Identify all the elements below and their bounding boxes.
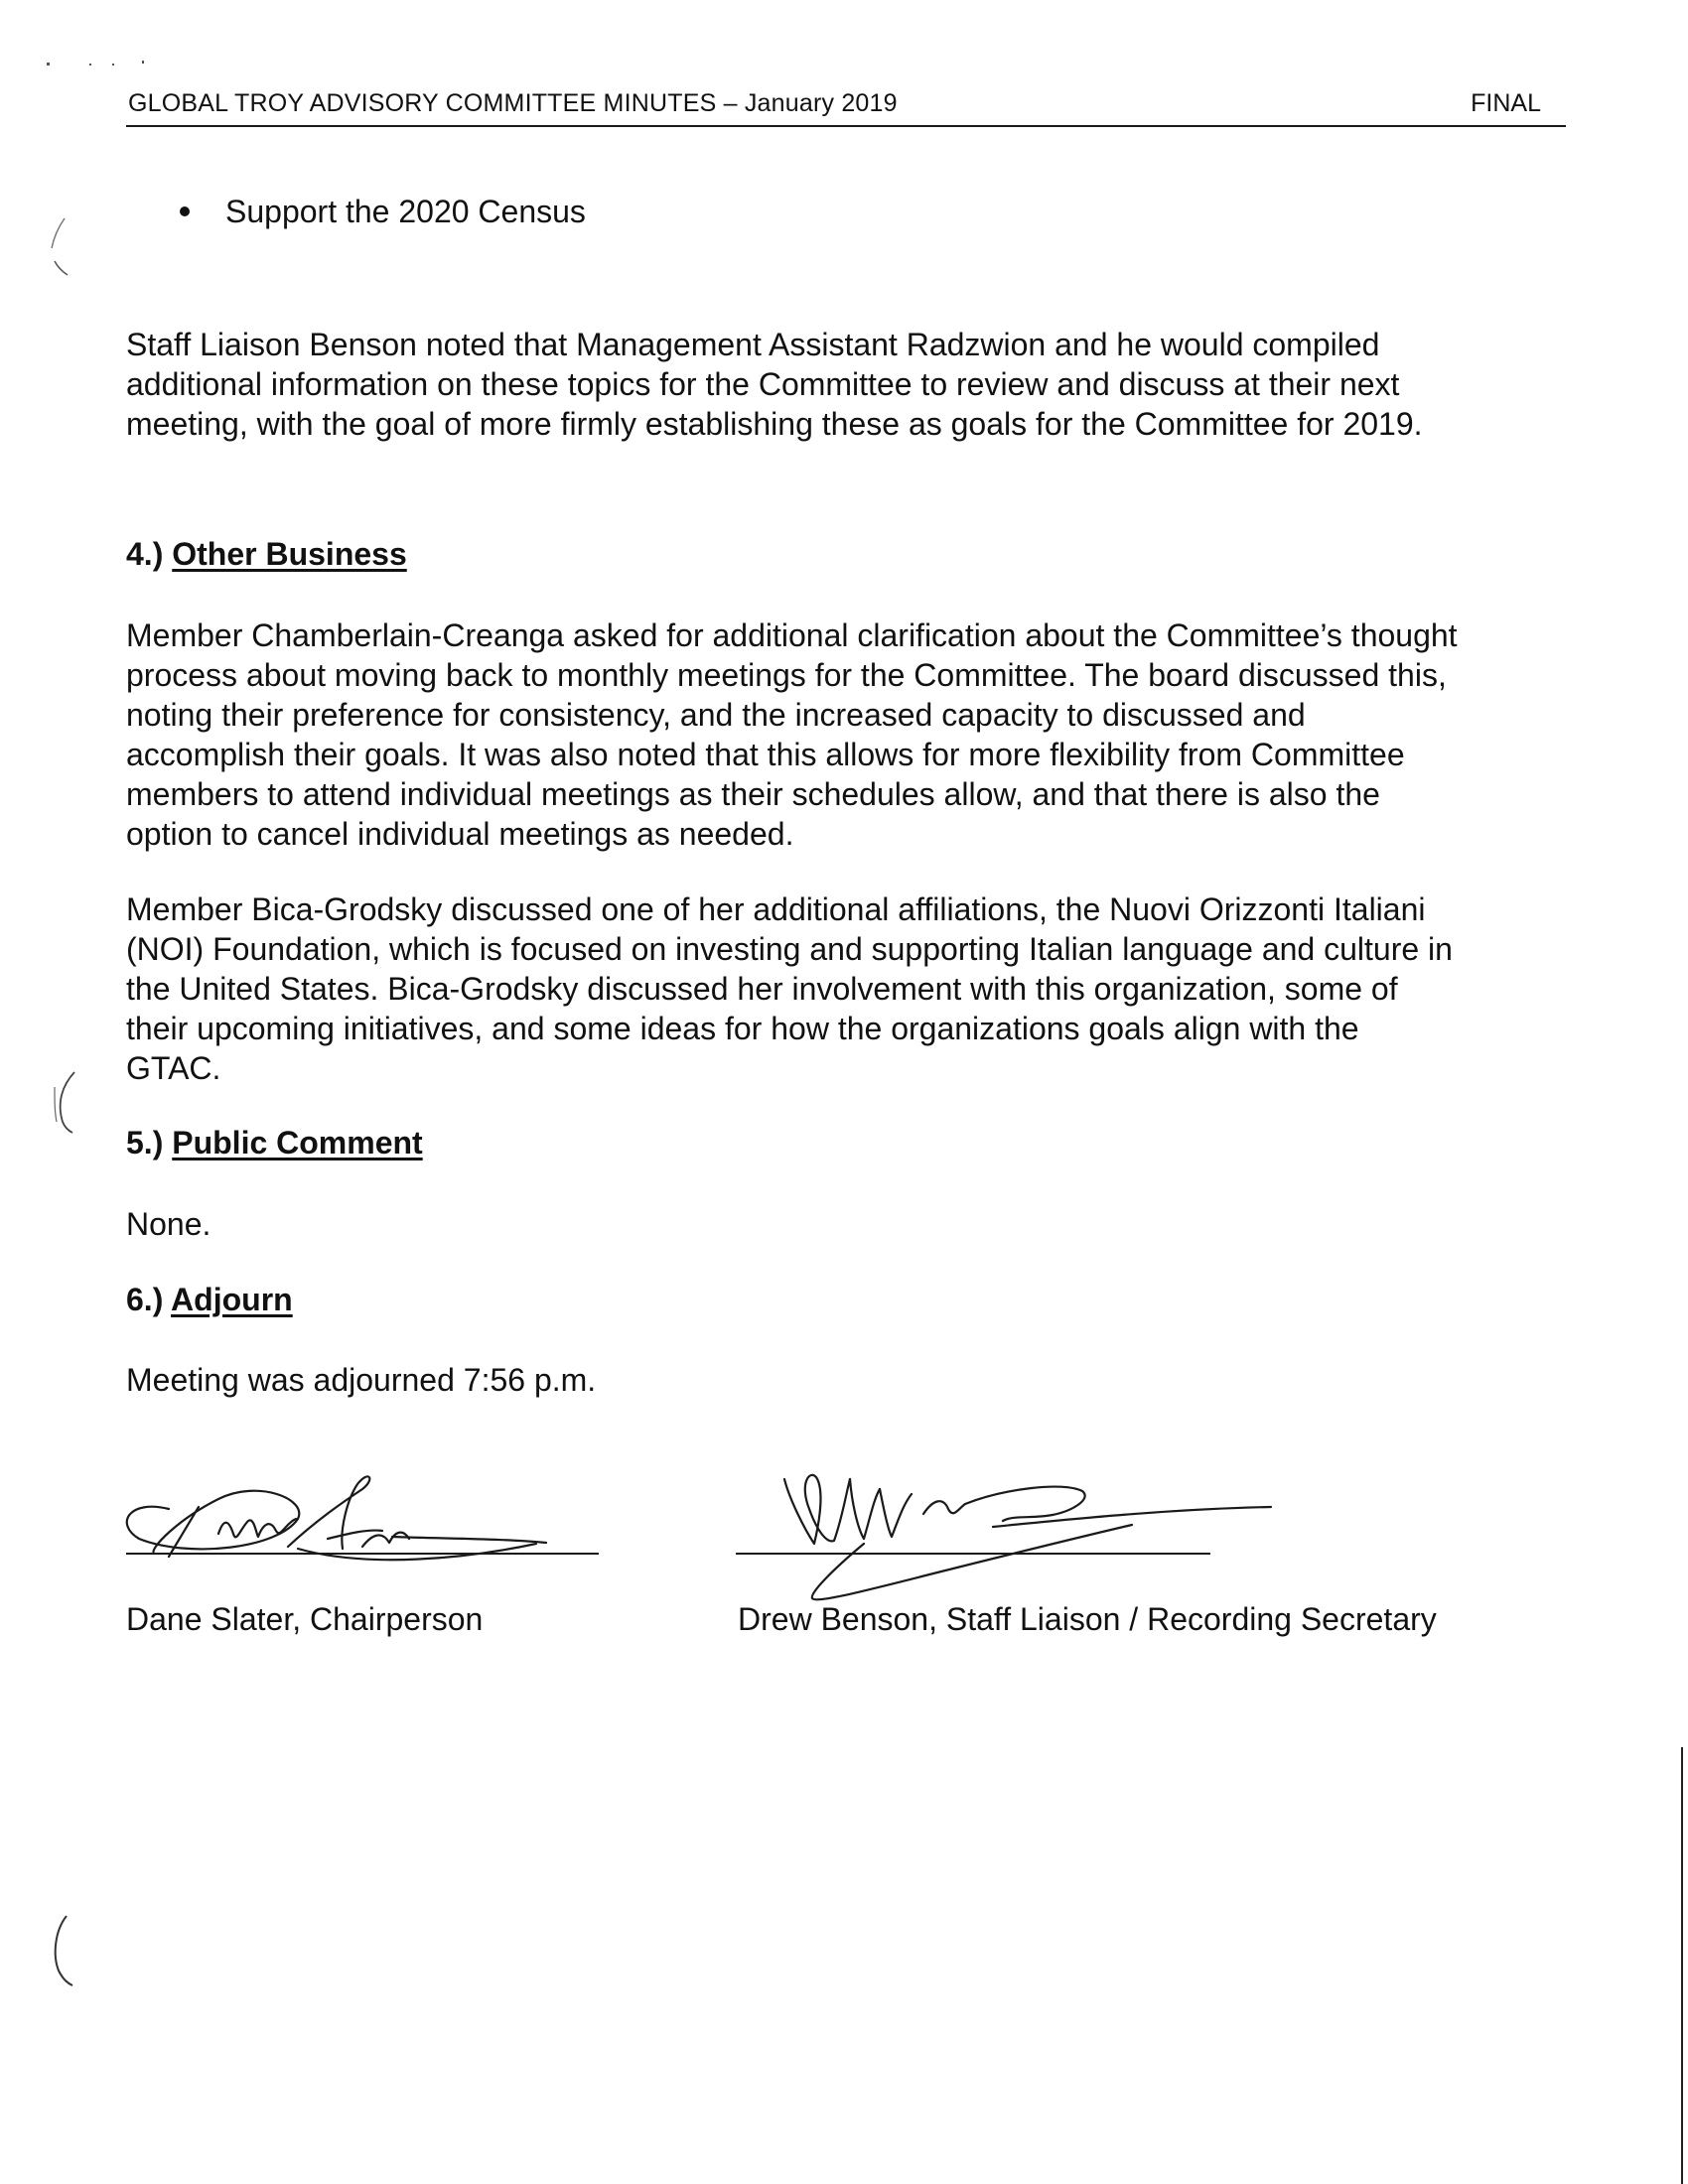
intro-paragraph: [126, 325, 1576, 444]
paragraph-line: Staff Liaison Benson noted that Management Assistant Radzwion and he would compiled: [126, 327, 1380, 362]
paragraph-line: members to attend individual meetings as their schedules allow, and that there is also the: [126, 776, 1380, 812]
paragraph-line: option to cancel individual meetings as needed.: [126, 816, 794, 852]
paragraph-line: meeting, with the goal of more firmly establishing these as goals for the Committee for 2019.: [126, 406, 1423, 442]
public-comment-body: [126, 1204, 1576, 1244]
paragraph-line: (NOI) Foundation, which is focused on investing and supporting Italian language and culture in: [126, 931, 1453, 967]
section-heading-other-business: [126, 536, 407, 573]
section-heading-public-comment: [126, 1125, 423, 1161]
section-number: 5.): [126, 1125, 164, 1160]
paragraph-line: their upcoming initiatives, and some ideas for how the organizations goals align with the: [126, 1011, 1359, 1046]
scan-margin-mark: [40, 213, 79, 283]
signature-caption-left: Dane Slater, Chairperson: [126, 1601, 484, 1637]
signature-line-left: [126, 1553, 599, 1555]
section-number: 4.): [126, 536, 164, 572]
section-heading-adjourn: [126, 1282, 293, 1318]
paragraph-line: Member Chamberlain-Creanga asked for additional clarification about the Committee’s thought: [126, 617, 1458, 653]
paragraph-line: noting their preference for consistency, and the increased capacity to discussed and: [126, 697, 1306, 733]
header-status: FINAL: [1471, 89, 1541, 117]
paragraph-line: None.: [126, 1206, 211, 1242]
signature-dane-slater: [109, 1439, 665, 1569]
paragraph-line: accomplish their goals. It was also noted that this allows for more flexibility from Committee: [126, 737, 1405, 772]
signature-caption-right: Drew Benson, Staff Liaison / Recording Secretary: [738, 1601, 1437, 1637]
bullet-item: [180, 194, 586, 230]
scan-edge-line: [1681, 1747, 1683, 2184]
scan-speck-mark: [45, 55, 154, 74]
bullet-text: Support the 2020 Census: [225, 194, 586, 229]
paragraph-line: the United States. Bica-Grodsky discussed her involvement with this organization, some of: [126, 971, 1398, 1007]
section-title: Other Business: [172, 536, 407, 572]
other-business-paragraph-1: [126, 615, 1576, 854]
paragraph-line: additional information on these topics for the Committee to review and discuss at their next: [126, 366, 1400, 402]
paragraph-line: GTAC.: [126, 1050, 221, 1086]
paragraph-line: Meeting was adjourned 7:56 p.m.: [126, 1362, 597, 1398]
scan-margin-mark: [45, 1067, 84, 1137]
section-title: Public Comment: [172, 1125, 423, 1160]
scan-margin-mark: [45, 1911, 84, 1990]
adjourn-body: [126, 1360, 1576, 1400]
page-header: [126, 89, 1566, 127]
signature-drew-benson: [755, 1449, 1291, 1618]
paragraph-line: process about moving back to monthly meetings for the Committee. The board discussed this,: [126, 657, 1447, 693]
section-title: Adjourn: [171, 1282, 293, 1317]
other-business-paragraph-2: [126, 889, 1576, 1088]
signature-line-right: [736, 1553, 1210, 1555]
header-title: GLOBAL TROY ADVISORY COMMITTEE MINUTES – January 2019: [128, 89, 898, 117]
bullet-icon: [180, 206, 190, 216]
section-number: 6.): [126, 1282, 164, 1317]
paragraph-line: Member Bica-Grodsky discussed one of her additional affiliations, the Nuovi Orizzonti Italiani: [126, 891, 1426, 927]
